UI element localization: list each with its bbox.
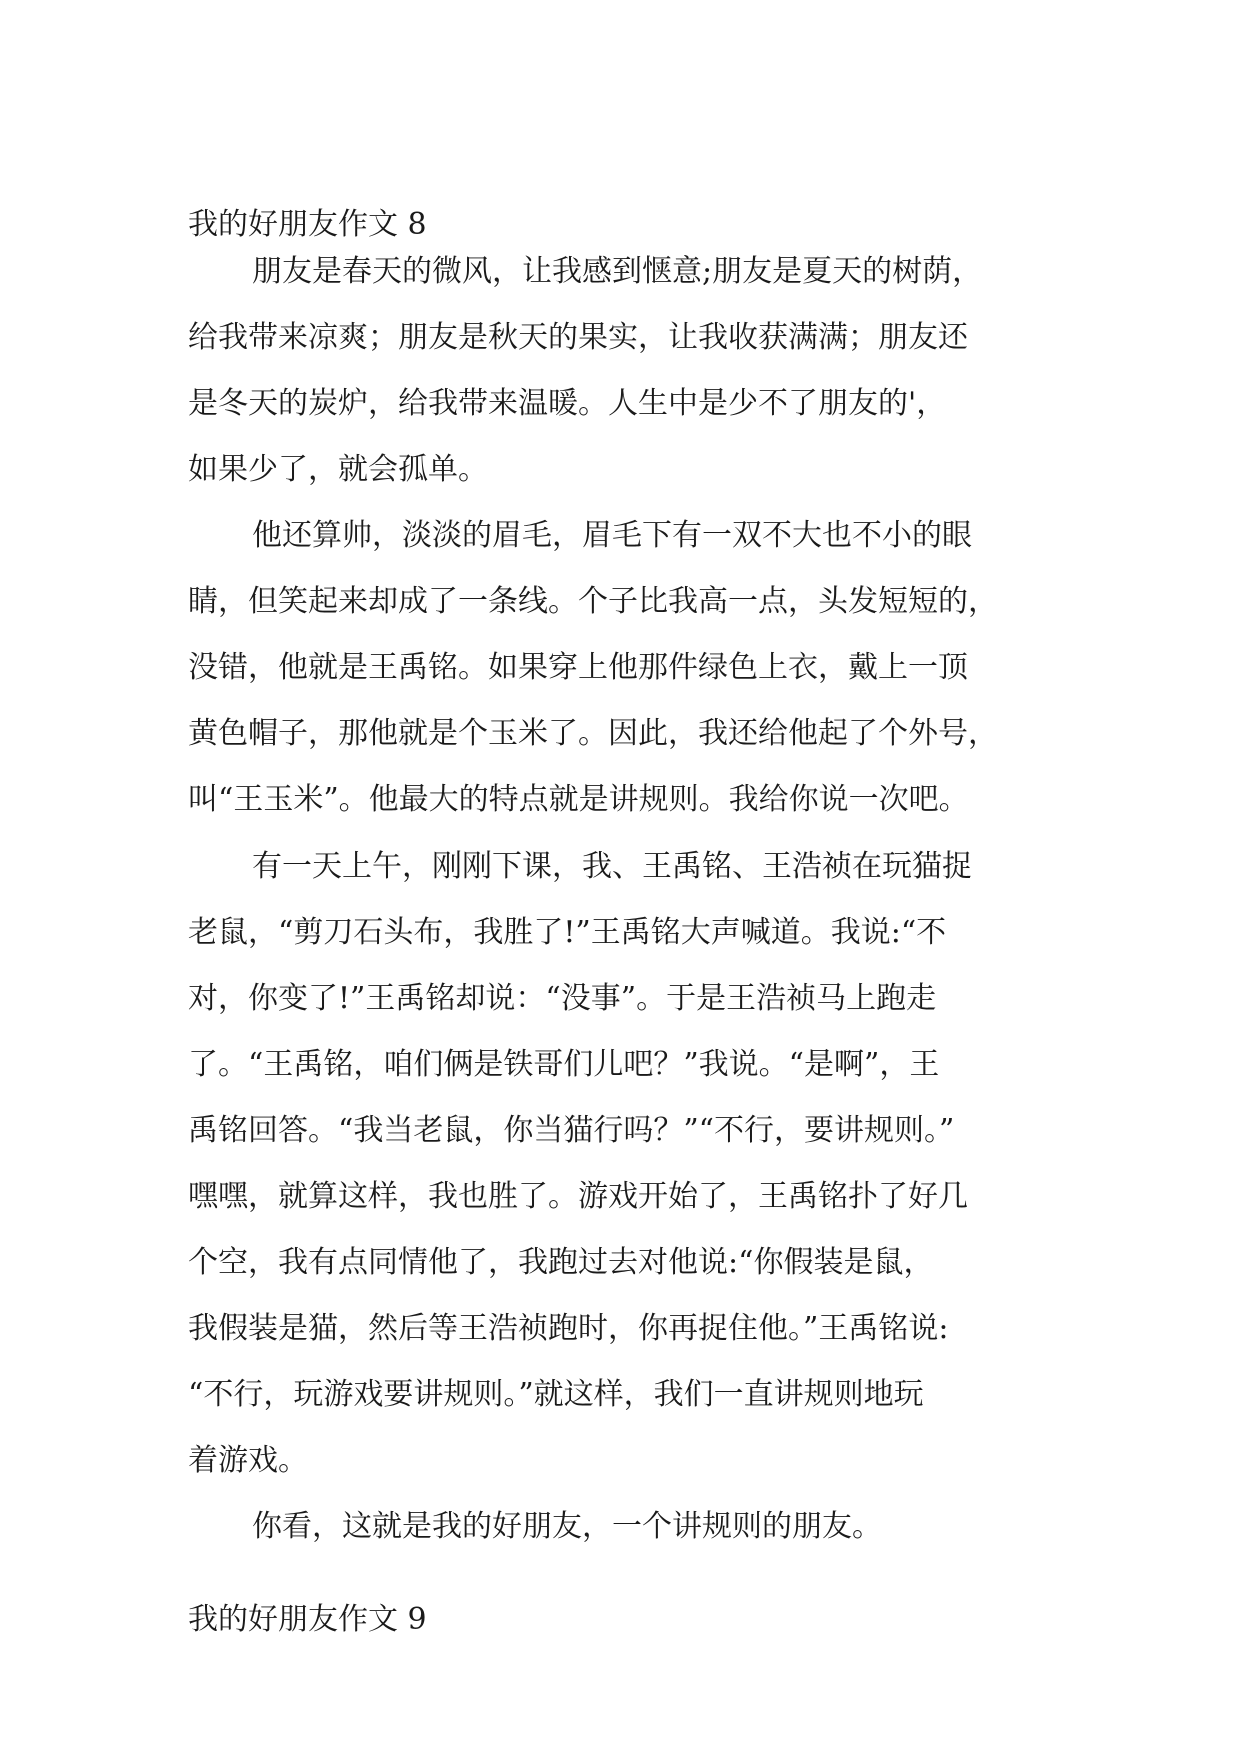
paragraph-line: 黄色帽子，那他就是个玉米了。因此，我还给他起了个外号， (188, 716, 998, 751)
essay-8-paragraph-1 (188, 239, 1088, 503)
paragraph-line: 朋友是春天的微风，让我感到惬意;朋友是夏天的树荫， (252, 254, 983, 289)
paragraph-line: 我假装是猫，然后等王浩祯跑时，你再捉住他。”王禹铭说: (188, 1311, 949, 1346)
paragraph-line: 着游戏。 (188, 1443, 308, 1478)
paragraph-line: 是冬天的炭炉，给我带来温暖。人生中是少不了朋友的'， (188, 386, 947, 421)
paragraph-line: 如果少了，就会孤单。 (188, 452, 488, 487)
paragraph-line: 给我带来凉爽；朋友是秋天的果实，让我收获满满；朋友还 (188, 320, 968, 355)
essay-8-paragraph-4 (188, 1494, 1088, 1560)
paragraph-line: 叫“王玉米”。他最大的特点就是讲规则。我给你说一次吧。 (188, 782, 969, 817)
paragraph-line: “不行，玩游戏要讲规则。”就这样，我们一直讲规则地玩 (188, 1377, 924, 1412)
paragraph-line: 有一天上午，刚刚下课，我、王禹铭、王浩祯在玩猫捉 (252, 849, 972, 884)
paragraph-line: 了。“王禹铭，咱们俩是铁哥们儿吧？”我说。“是啊”，王 (188, 1047, 940, 1082)
essay-8-paragraph-2 (188, 503, 1088, 833)
essay-8-title: 我的好朋友作文 8 (188, 207, 427, 242)
paragraph-line: 对，你变了!”王禹铭却说：“没事”。于是王浩祯马上跑走 (188, 981, 937, 1016)
paragraph-line: 个空，我有点同情他了，我跑过去对他说:“你假装是鼠， (188, 1245, 934, 1280)
paragraph-line: 他还算帅，淡淡的眉毛，眉毛下有一双不大也不小的眼 (252, 518, 972, 553)
paragraph-line: 你看，这就是我的好朋友，一个讲规则的朋友。 (252, 1509, 882, 1544)
paragraph-line: 嘿嘿，就算这样，我也胜了。游戏开始了，王禹铭扑了好几 (188, 1179, 968, 1214)
paragraph-line: 睛，但笑起来却成了一条线。个子比我高一点，头发短短的， (188, 584, 998, 619)
paragraph-line: 老鼠，“剪刀石头布，我胜了!”王禹铭大声喊道。我说:“不 (188, 915, 947, 950)
essay-8-paragraph-3 (188, 834, 1088, 1494)
paragraph-line: 禹铭回答。“我当老鼠，你当猫行吗？”“不行，要讲规则。” (188, 1113, 955, 1148)
essay-9-title: 我的好朋友作文 9 (188, 1602, 427, 1637)
paragraph-line: 没错，他就是王禹铭。如果穿上他那件绿色上衣，戴上一顶 (188, 650, 968, 685)
